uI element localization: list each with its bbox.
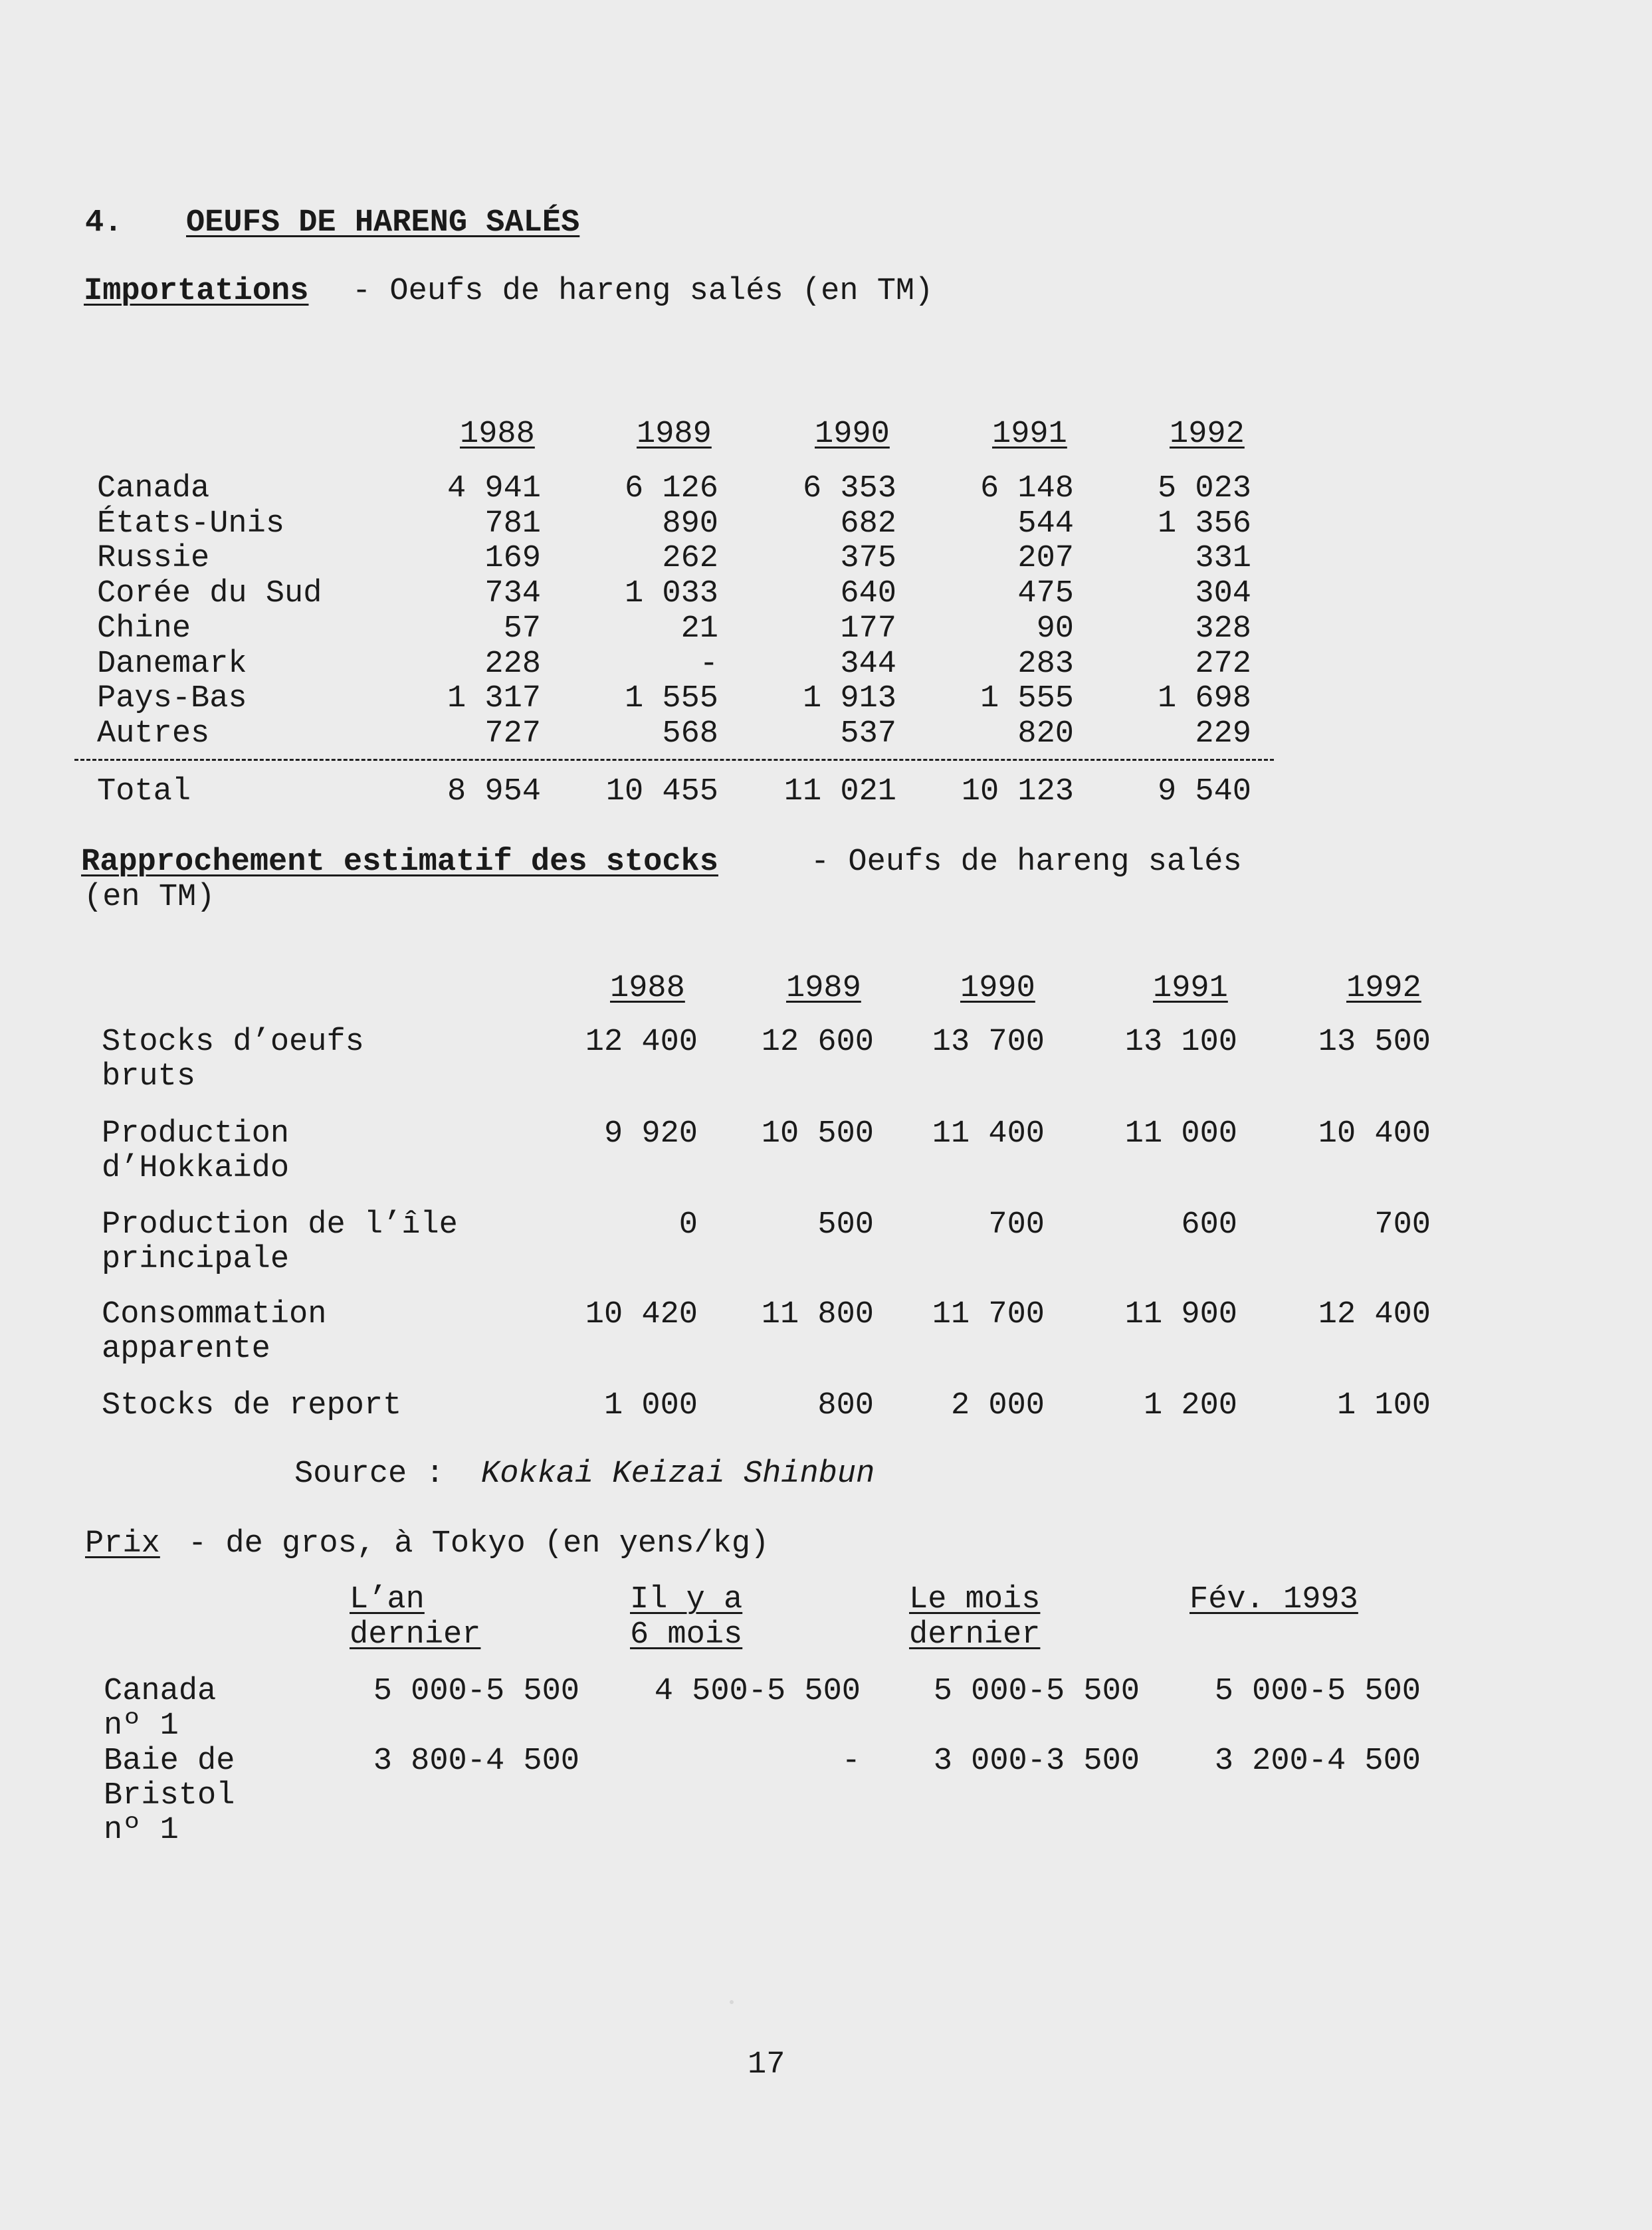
- price-col-last-year: L’an: [350, 1582, 425, 1617]
- stocks-cell: 1 000: [603, 1388, 698, 1423]
- price-cell: 4 500-5 500: [654, 1674, 861, 1709]
- page-number: 17: [748, 2047, 785, 2082]
- stocks-year-1990: 1990: [960, 971, 1035, 1006]
- stocks-row-label: Stocks d’oeufs: [102, 1025, 364, 1060]
- imports-cell: 331: [1195, 541, 1251, 577]
- imports-cell: 1 555: [980, 681, 1074, 717]
- imports-cell: 228: [484, 646, 541, 682]
- imports-heading: Importations: [84, 274, 309, 309]
- price-row-label: Baie de: [104, 1744, 235, 1779]
- stocks-cell: 13 500: [1318, 1025, 1431, 1060]
- stocks-row-label: principale: [102, 1242, 290, 1277]
- imports-cell: 1 356: [1157, 506, 1251, 542]
- imports-cell: 90: [1036, 611, 1074, 647]
- imports-cell: 727: [484, 716, 541, 752]
- stocks-cell: 2 000: [950, 1388, 1045, 1423]
- imports-cell: 21: [680, 611, 718, 647]
- stocks-cell: 0: [678, 1207, 698, 1243]
- stocks-year-1988: 1988: [610, 971, 685, 1006]
- imports-cell: 5 023: [1157, 471, 1251, 506]
- imports-cell: 1 913: [802, 681, 896, 717]
- price-col-six-months: 6 mois: [630, 1617, 743, 1653]
- stocks-cell: 500: [817, 1207, 874, 1243]
- stocks-cell: 12 400: [585, 1025, 698, 1060]
- total-cell: 9 540: [1157, 774, 1251, 809]
- section-title: OEUFS DE HARENG SALÉS: [186, 205, 580, 241]
- imports-row-label: Danemark: [97, 646, 247, 682]
- total-cell: 10 455: [605, 774, 718, 809]
- stocks-cell: 11 000: [1124, 1116, 1237, 1152]
- stocks-cell: 13 100: [1124, 1025, 1237, 1060]
- price-cell: 3 000-3 500: [933, 1744, 1140, 1779]
- price-col-feb-1993: Fév. 1993: [1189, 1582, 1358, 1617]
- imports-cell: 177: [840, 611, 896, 647]
- stocks-cell: 800: [817, 1388, 874, 1423]
- stocks-year-1989: 1989: [786, 971, 861, 1006]
- price-row-label: nº 1: [104, 1708, 179, 1744]
- price-cell: 3 800-4 500: [373, 1744, 579, 1779]
- stocks-row-label: Stocks de report: [102, 1388, 402, 1423]
- imports-row-label: Russie: [97, 541, 210, 577]
- price-cell: 3 200-4 500: [1214, 1744, 1421, 1779]
- imports-year-1992: 1992: [1170, 417, 1245, 452]
- prices-subtitle: - de gros, à Tokyo (en yens/kg): [188, 1526, 770, 1562]
- imports-cell: 169: [484, 541, 541, 577]
- stocks-cell: 700: [1374, 1207, 1431, 1243]
- price-col-six-months: Il y a: [630, 1582, 743, 1617]
- imports-cell: 283: [1017, 646, 1074, 682]
- price-row-label: nº 1: [104, 1813, 179, 1848]
- source-name: Kokkai Keizai Shinbun: [481, 1457, 875, 1492]
- stocks-cell: 12 600: [761, 1025, 874, 1060]
- imports-cell: 544: [1017, 506, 1074, 542]
- price-row-label: Canada: [104, 1674, 217, 1709]
- stocks-cell: 11 900: [1124, 1297, 1237, 1332]
- total-label: Total: [97, 774, 191, 809]
- stocks-row-label: Production de l’île: [102, 1207, 458, 1243]
- imports-cell: 344: [840, 646, 896, 682]
- stocks-cell: 13 700: [932, 1025, 1045, 1060]
- total-cell: 10 123: [961, 774, 1074, 809]
- imports-cell: 568: [662, 716, 718, 752]
- stocks-cell: 11 700: [932, 1297, 1045, 1332]
- price-col-last-month: Le mois: [909, 1582, 1041, 1617]
- imports-cell: 304: [1195, 576, 1251, 612]
- price-row-label: Bristol: [104, 1778, 235, 1813]
- imports-cell: 682: [840, 506, 896, 542]
- imports-cell: 207: [1017, 541, 1074, 577]
- imports-cell: -: [699, 646, 718, 682]
- price-col-last-year: dernier: [350, 1617, 481, 1653]
- imports-cell: 1 317: [447, 681, 541, 717]
- imports-cell: 1 555: [624, 681, 718, 717]
- dashed-separator: [74, 759, 1274, 761]
- stocks-cell: 10 420: [585, 1297, 698, 1332]
- total-cell: 8 954: [447, 774, 541, 809]
- stocks-cell: 10 400: [1318, 1116, 1431, 1152]
- imports-cell: 262: [662, 541, 718, 577]
- price-cell: 5 000-5 500: [373, 1674, 579, 1709]
- imports-row-label: États-Unis: [97, 506, 285, 542]
- stocks-cell: 10 500: [761, 1116, 874, 1152]
- stocks-year-1992: 1992: [1346, 971, 1421, 1006]
- stocks-cell: 11 400: [932, 1116, 1045, 1152]
- stocks-cell: 700: [988, 1207, 1045, 1243]
- stocks-cell: 600: [1181, 1207, 1237, 1243]
- imports-year-1991: 1991: [992, 417, 1067, 452]
- imports-cell: 6 126: [624, 471, 718, 506]
- total-cell: 11 021: [783, 774, 896, 809]
- imports-cell: 1 698: [1157, 681, 1251, 717]
- imports-cell: 890: [662, 506, 718, 542]
- imports-cell: 57: [503, 611, 541, 647]
- stocks-cell: 11 800: [761, 1297, 874, 1332]
- imports-cell: 272: [1195, 646, 1251, 682]
- imports-cell: 6 353: [802, 471, 896, 506]
- imports-cell: 6 148: [980, 471, 1074, 506]
- imports-cell: 328: [1195, 611, 1251, 647]
- section-number: 4.: [85, 205, 123, 241]
- imports-cell: 640: [840, 576, 896, 612]
- stocks-year-1991: 1991: [1153, 971, 1228, 1006]
- stocks-subtitle: - Oeufs de hareng salés: [811, 845, 1242, 880]
- stocks-heading: Rapprochement estimatif des stocks: [81, 845, 718, 880]
- imports-year-1988: 1988: [460, 417, 535, 452]
- source-label: Source :: [294, 1457, 445, 1492]
- stocks-cell: 12 400: [1318, 1297, 1431, 1332]
- imports-year-1990: 1990: [815, 417, 890, 452]
- stocks-row-label: Production: [102, 1116, 290, 1152]
- imports-row-label: Canada: [97, 471, 210, 506]
- stocks-row-label: bruts: [102, 1059, 196, 1094]
- stocks-row-label: Consommation: [102, 1297, 327, 1332]
- imports-cell: 475: [1017, 576, 1074, 612]
- imports-row-label: Autres: [97, 716, 210, 752]
- scan-speck: [730, 2000, 734, 2004]
- imports-subtitle: - Oeufs de hareng salés (en TM): [352, 274, 934, 309]
- imports-year-1989: 1989: [637, 417, 712, 452]
- imports-cell: 1 033: [624, 576, 718, 612]
- imports-cell: 229: [1195, 716, 1251, 752]
- stocks-cell: 9 920: [603, 1116, 698, 1152]
- imports-row-label: Pays-Bas: [97, 681, 247, 717]
- price-col-last-month: dernier: [909, 1617, 1041, 1653]
- imports-cell: 4 941: [447, 471, 541, 506]
- imports-row-label: Corée du Sud: [97, 576, 322, 612]
- imports-cell: 537: [840, 716, 896, 752]
- price-cell: -: [841, 1744, 861, 1779]
- stocks-cell: 1 100: [1336, 1388, 1431, 1423]
- prices-heading: Prix: [85, 1526, 160, 1562]
- imports-cell: 375: [840, 541, 896, 577]
- stocks-subtitle-unit: (en TM): [84, 880, 215, 915]
- imports-cell: 781: [484, 506, 541, 542]
- imports-cell: 820: [1017, 716, 1074, 752]
- stocks-row-label: d’Hokkaido: [102, 1151, 290, 1186]
- stocks-row-label: apparente: [102, 1332, 270, 1367]
- price-cell: 5 000-5 500: [933, 1674, 1140, 1709]
- stocks-cell: 1 200: [1143, 1388, 1237, 1423]
- price-cell: 5 000-5 500: [1214, 1674, 1421, 1709]
- imports-row-label: Chine: [97, 611, 191, 647]
- imports-cell: 734: [484, 576, 541, 612]
